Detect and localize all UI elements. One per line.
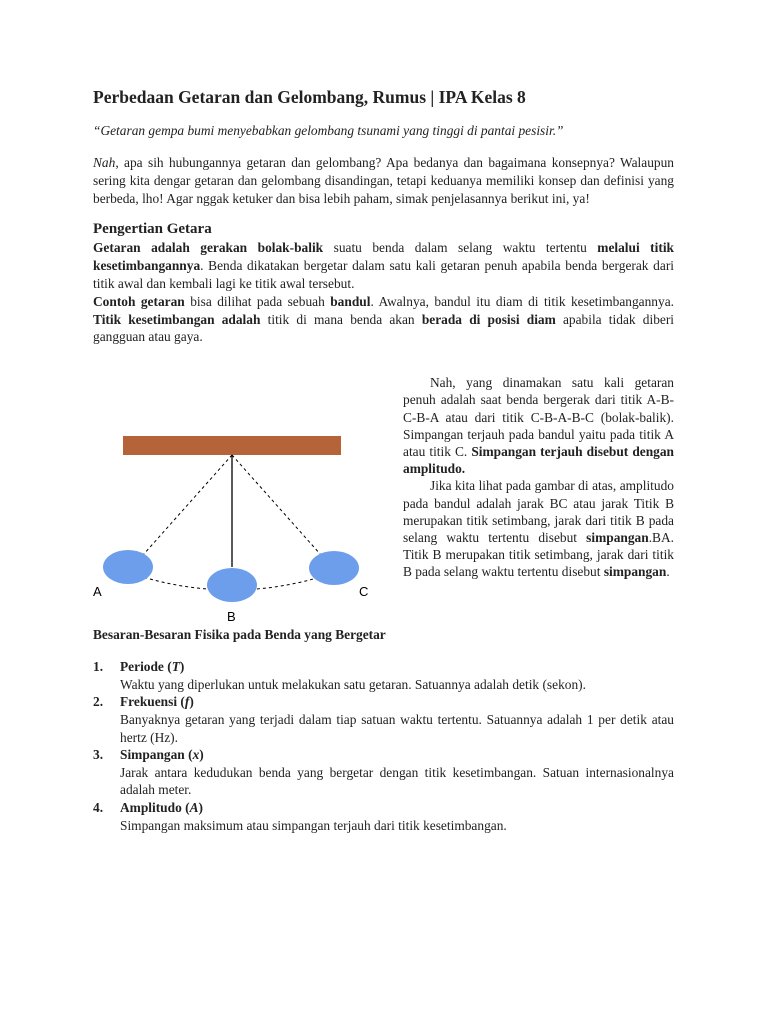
quantity-symbol: f bbox=[184, 694, 190, 710]
label-a: A bbox=[93, 584, 102, 600]
quantity-description: Jarak antara kedudukan benda yang bergetar dengan titik kesetimbangan. Satuan internasionalnya adalah meter. bbox=[120, 764, 674, 798]
pendulum-string-right bbox=[232, 455, 321, 555]
definition-text-1: suatu benda dalam selang waktu tertentu bbox=[323, 240, 598, 256]
quantities-heading: Besaran-Besaran Fisika pada Benda yang Bergetar bbox=[93, 627, 386, 643]
example-paragraph bbox=[93, 293, 674, 346]
side-p2-text-c: . bbox=[666, 564, 670, 580]
pendulum-string-left bbox=[143, 455, 232, 555]
side-paragraph-1 bbox=[403, 374, 674, 477]
pendulum-figure-row bbox=[93, 374, 674, 626]
side-text-column bbox=[403, 374, 674, 580]
quantity-description: Simpangan maksimum atau simpangan terjauh dari titik kesetimbangan. bbox=[120, 817, 507, 833]
list-item-number: 3. bbox=[93, 747, 104, 763]
side-p2-text-a: Jika kita lihat pada gambar di atas, amplitudo pada bandul adalah jarak BC atau jarak Titik B merupakan titik setimbang, jarak dari titik B pada selang waktu tertentu disebut bbox=[403, 478, 674, 545]
quantity-symbol: x bbox=[192, 747, 200, 763]
quantity-name: Periode (T) bbox=[120, 659, 185, 675]
definition-paragraph bbox=[93, 239, 674, 292]
example-bold-3: Titik kesetimbangan adalah bbox=[93, 311, 261, 327]
list-item-number: 1. bbox=[93, 659, 104, 675]
section-heading: Pengertian Getara bbox=[93, 221, 212, 238]
document-page bbox=[93, 86, 674, 834]
side-p2-text bbox=[403, 478, 674, 579]
list-item bbox=[93, 693, 674, 746]
pendulum-diagram bbox=[93, 414, 393, 634]
quantities-list bbox=[93, 658, 674, 834]
side-paragraph-2 bbox=[403, 477, 674, 580]
intro-paragraph bbox=[93, 154, 674, 207]
pendulum-bob-c bbox=[309, 551, 359, 585]
quantity-name: Simpangan (x) bbox=[120, 747, 204, 763]
example-text-2: . Awalnya, bandul itu diam di titik kesetimbangannya. bbox=[370, 293, 674, 309]
label-b: B bbox=[227, 609, 236, 625]
list-item-number: 2. bbox=[93, 694, 104, 710]
pendulum-bob-a bbox=[103, 550, 153, 584]
side-p2-bold-2: simpangan bbox=[603, 564, 667, 580]
list-item bbox=[93, 658, 674, 693]
quantity-name: Amplitudo (A) bbox=[120, 799, 203, 815]
list-item bbox=[93, 799, 674, 834]
definition-bold-2: melalui titik kesetimbangannya bbox=[93, 240, 674, 274]
definition-text-2: . Benda dikatakan bergetar dalam satu kali getaran penuh apabila benda bergerak dari titik awal dan kembali lagi ke titik awal tersebut. bbox=[93, 258, 674, 291]
list-item bbox=[93, 746, 674, 799]
example-bold-1: Contoh getaran bbox=[93, 293, 185, 309]
example-text-3: titik di mana benda akan bbox=[260, 311, 422, 327]
example-text-1: bisa dilihat pada sebuah bbox=[184, 293, 331, 309]
label-c: C bbox=[359, 584, 369, 600]
quantity-description: Waktu yang diperlukan untuk melakukan satu getaran. Satuannya adalah detik (sekon). bbox=[120, 676, 586, 692]
intro-text: , apa sih hubungannya getaran dan gelombang? Apa bedanya dan bagaimana konsepnya? Walaupun sering kita dengar getaran dan gelombang disandingan, tetapi keduanya memiliki konsep dan definisi yang berbeda, lho! Agar nggak ketuker dan bisa lebih paham, simak penjelasannya berikut ini, ya! bbox=[93, 155, 674, 206]
side-p2-text-b: .BA. Titik B merupakan titik setimbang, jarak dari titik B pada selang waktu tertentu disebut bbox=[403, 530, 674, 580]
example-bold-4: berada di posisi diam bbox=[421, 311, 556, 327]
quantity-name: Frekuensi (f) bbox=[120, 694, 194, 710]
quantity-description: Banyaknya getaran yang terjadi dalam tiap satuan waktu tertentu. Satuannya adalah 1 per detik atau hertz (Hz). bbox=[120, 711, 674, 745]
intro-nah: Nah bbox=[93, 155, 116, 170]
quantity-symbol: T bbox=[171, 659, 180, 675]
side-p2-bold-1: simpangan bbox=[586, 530, 649, 545]
pendulum-bob-b bbox=[207, 568, 257, 602]
example-bold-2: bandul bbox=[330, 293, 371, 309]
pendulum-support-bar bbox=[123, 436, 341, 455]
opening-quote: “Getaran gempa bumi menyebabkan gelombang tsunami yang tinggi di pantai pesisir.” bbox=[93, 123, 564, 138]
page-title: Perbedaan Getaran dan Gelombang, Rumus | IPA Kelas 8 bbox=[93, 87, 526, 107]
example-text-4: apabila tidak diberi gangguan atau gaya. bbox=[93, 311, 675, 345]
side-p1-bold: Simpangan terjauh disebut dengan amplitudo. bbox=[403, 443, 674, 477]
definition-bold-1: Getaran adalah gerakan bolak-balik bbox=[93, 240, 324, 256]
quantity-symbol: A bbox=[189, 799, 199, 815]
side-p1-text: Nah, yang dinamakan satu kali getaran penuh adalah saat benda bergerak dari titik A-B-C-B-A atau dari titik C-B-A-B-C (bolak-balik). Simpangan terjauh pada bandul yaitu pada titik A atau titik C. bbox=[403, 375, 674, 459]
list-item-number: 4. bbox=[93, 799, 104, 815]
